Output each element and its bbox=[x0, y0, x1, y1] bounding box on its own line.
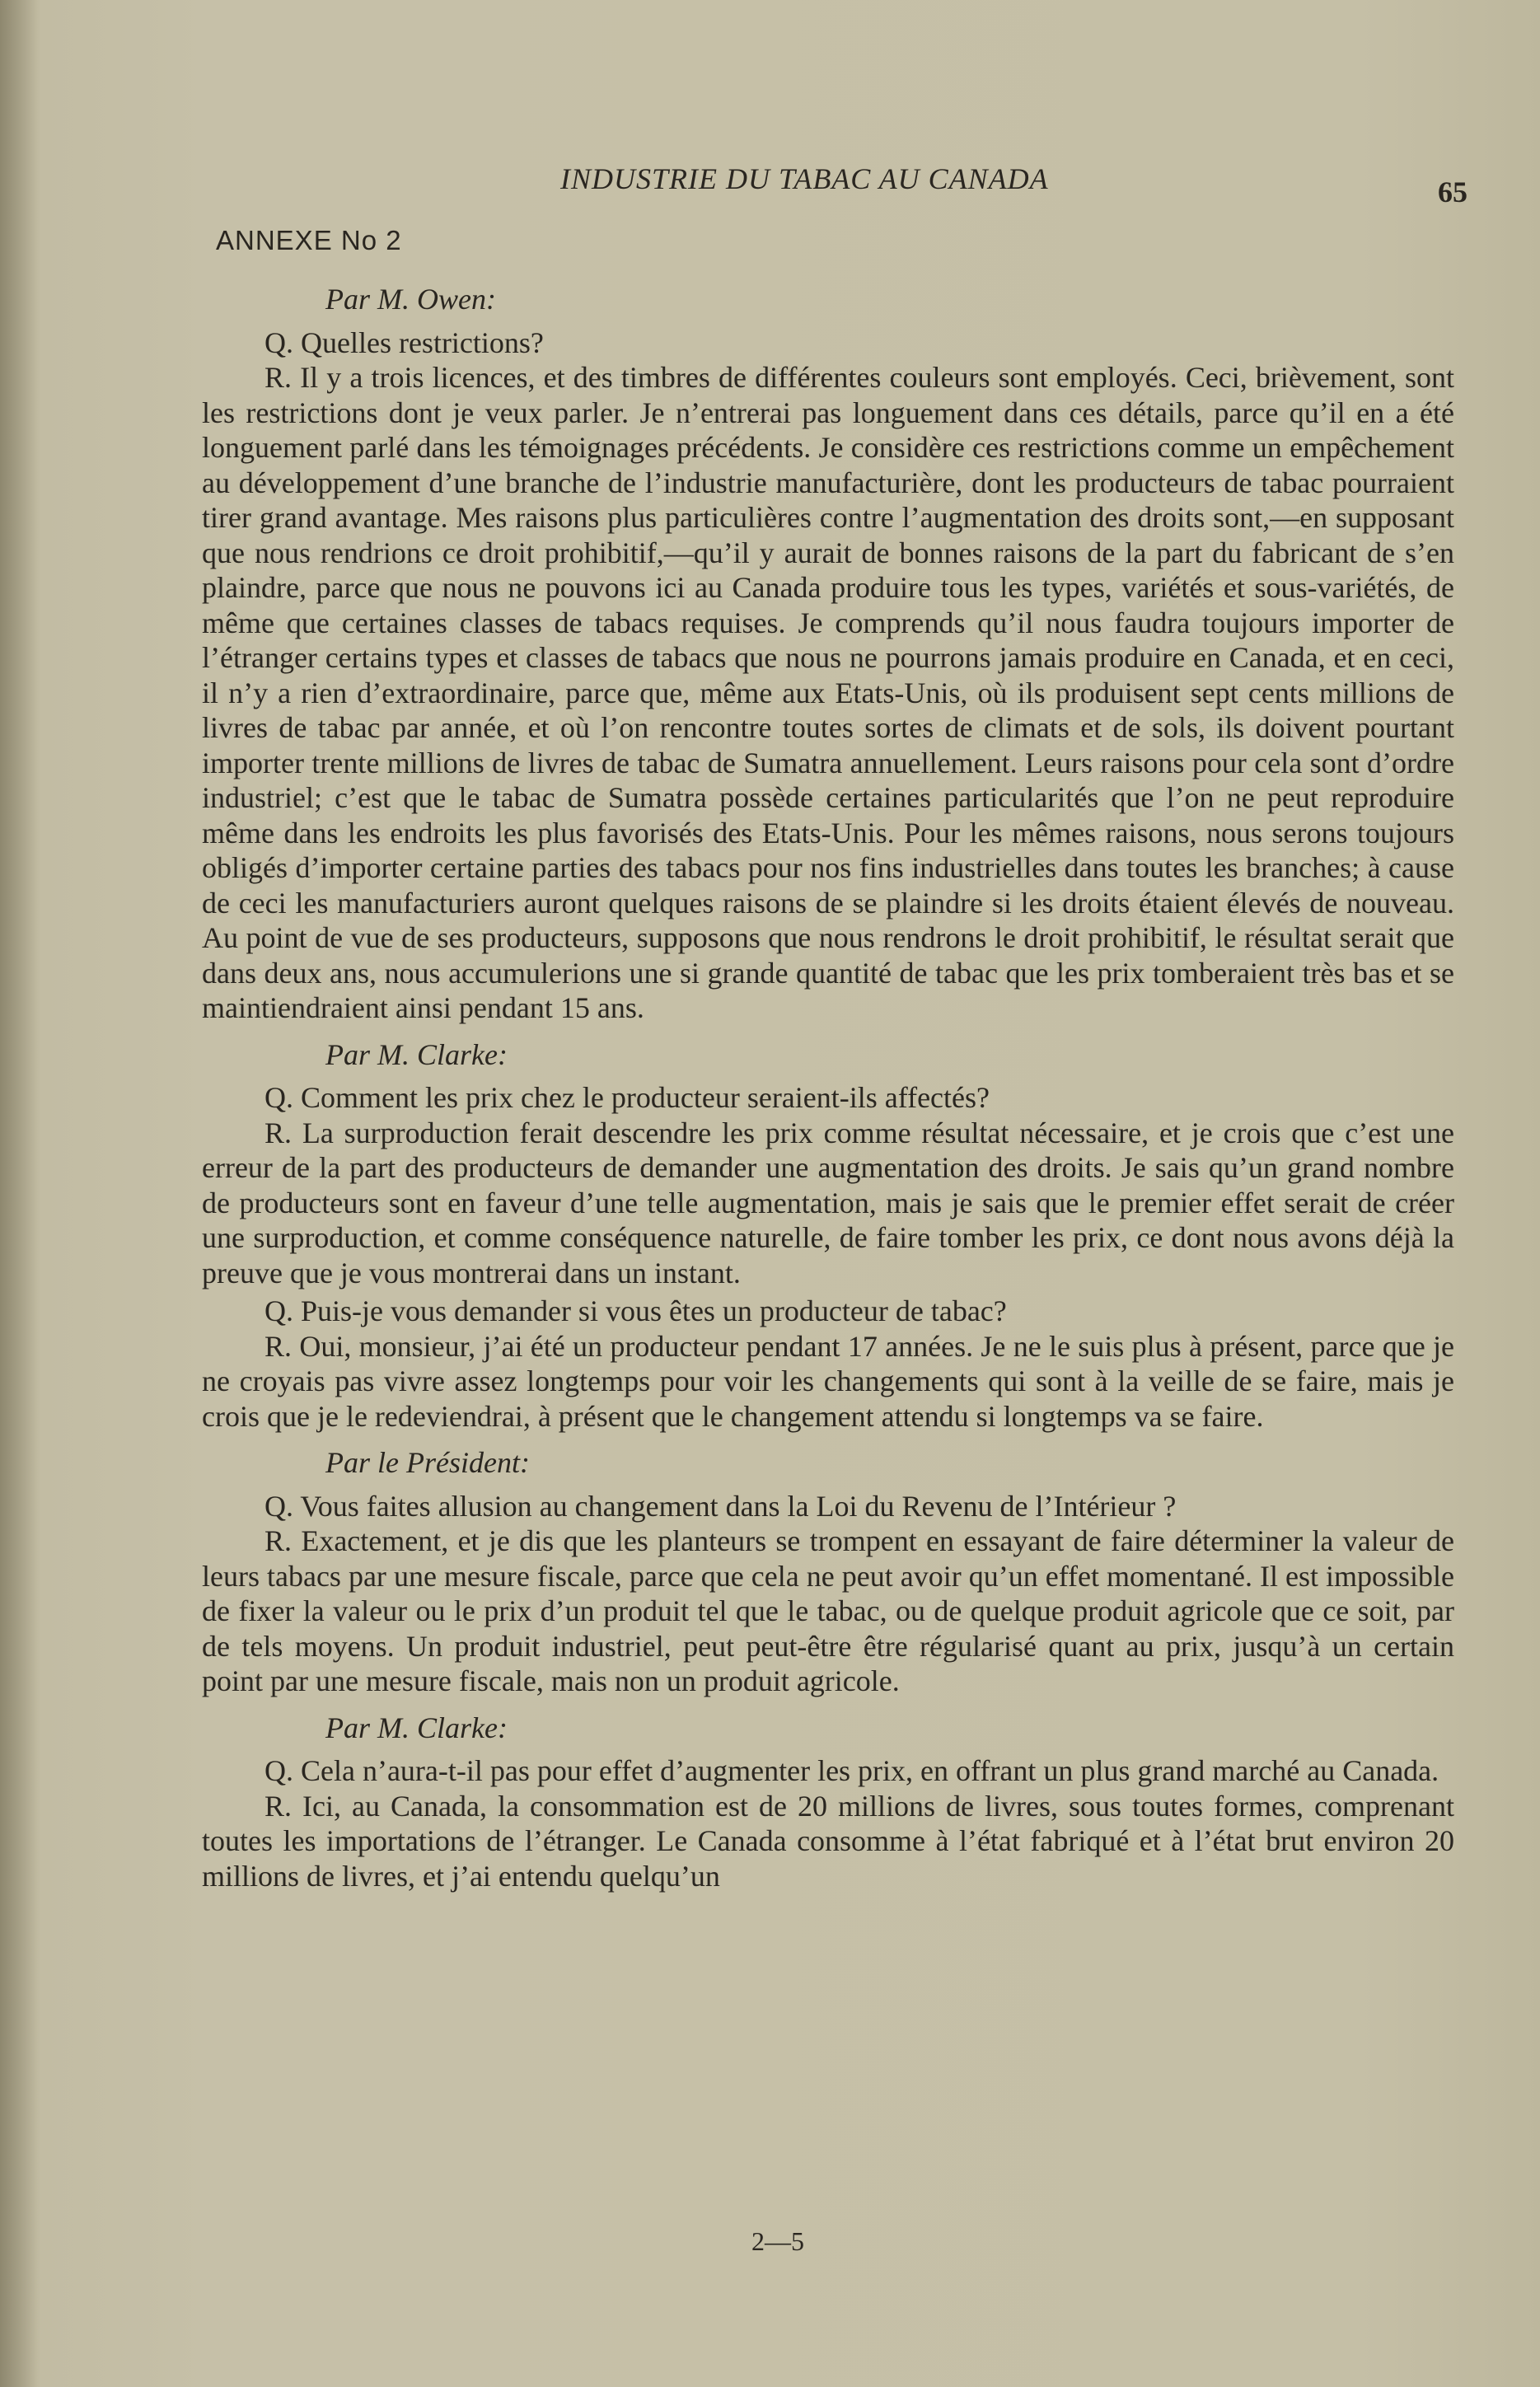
speaker-heading: Par M. Clarke: bbox=[325, 1711, 508, 1744]
annex-stamp: ANNEXE No 2 bbox=[216, 225, 402, 255]
answer-paragraph: R. Il y a trois licences, et des timbres de différentes couleurs sont employés. Ceci, brièvement, sont les restrictions dont je veux parler. Je n’entrerai pas longuement dans ces détails, parce qu’il en a été longuement parlé dans les témoignages précédents. Je considère ces restrictions comme un empêchement au développement d’une branche de l’industrie manufacturière, dont les producteurs de tabac pourraient tirer grand avantage. Mes raisons plus particulières contre l’augmentation des droits sont,—en supposant que nous rendrions ce droit prohibitif,—qu’il y aurait de bonnes raisons de la part du fabricant de s’en plaindre, parce que nous ne pouvons ici au Canada produire tous les types, variétés et sous-variétés, de même que certaines classes de tabacs requises. Je comprends qu’il nous faudra toujours importer de l’étranger certains types et classes de tabacs que nous ne pourrons jamais produire en Canada, et en ceci, il n’y a rien d’extraordinaire, parce que, même aux Etats-Unis, où ils produisent sept cents millions de livres de tabac par année, et où l’on rencontre toutes sortes de climats et de sols, ils doivent pourtant importer trente millions de livres de tabac de Sumatra annuellement. Leurs raisons pour cela sont d’ordre industriel; c’est que le tabac de Sumatra possède certaines particularités que l’on ne peut reproduire même dans les endroits les plus favorisés des Etats-Unis. Pour les mêmes raisons, nous serons toujours obligés d’importer certaine parties des tabacs pour nos fins industrielles dans toutes les branches; à cause de ceci les manufacturiers auront quelques raisons de se plaindre si les droits étaient élevés de nouveau. Au point de vue de ses producteurs, supposons que nous rendrons le droit prohibitif, le résultat serait que dans deux ans, nous accumulerions une si grande quantité de tabac que les prix tomberaient très bas et se maintiendraient ainsi pendant 15 ans. bbox=[202, 361, 1454, 1024]
body-text bbox=[202, 277, 1454, 1893]
answer-paragraph: R. Ici, au Canada, la consommation est de 20 millions de livres, sous toutes formes, comprenant toutes les importations de l’étranger. Le Canada consomme à l’état fabriqué et à l’état brut environ 20 millions de livres, et j’ai entendu quelqu’un bbox=[202, 1789, 1454, 1893]
section-clarke-1 bbox=[202, 1037, 1454, 1435]
answer-paragraph: R. Oui, monsieur, j’ai été un producteur pendant 17 années. Je ne le suis plus à présent, parce que je ne croyais pas vivre assez longtemps pour voir les changements qui sont à la veille de se faire, mais je crois que je le redeviendrai, à présent que le changement attendu si longtemps va se faire. bbox=[202, 1329, 1454, 1433]
question-paragraph: Q. Vous faites allusion au changement dans la Loi du Revenu de l’Intérieur ? bbox=[264, 1489, 1177, 1523]
question-paragraph: Q. Quelles restrictions? bbox=[264, 325, 544, 359]
section-clarke-2 bbox=[202, 1711, 1454, 1894]
answer-paragraph: R. La surproduction ferait descendre les prix comme résultat nécessaire, et je crois que c’est une erreur de la part des producteurs de demander une augmentation des droits. Je sais qu’un grand nombre de producteurs sont en faveur d’une telle augmentation, mais je sais que le premier effet serait de créer une surproduction, et comme conséquence naturelle, de faire tomber les prix, ce dont nous avons déjà la preuve que je vous montrerai dans un instant. bbox=[202, 1116, 1454, 1289]
section-president bbox=[202, 1445, 1454, 1699]
speaker-heading: Par M. Clarke: bbox=[325, 1037, 508, 1071]
section-owen bbox=[202, 282, 1454, 1026]
question-paragraph: Q. Cela n’aura-t-il pas pour effet d’augmenter les prix, en offrant un plus grand marché au Canada. bbox=[264, 1754, 1439, 1787]
question-paragraph: Q. Puis-je vous demander si vous êtes un producteur de tabac? bbox=[264, 1294, 1007, 1327]
page-number: 65 bbox=[1438, 176, 1467, 208]
running-title: INDUSTRIE DU TABAC AU CANADA bbox=[560, 162, 1049, 195]
binding-shadow bbox=[0, 0, 38, 2387]
speaker-heading: Par M. Owen: bbox=[325, 283, 496, 316]
signature-mark: 2—5 bbox=[751, 2226, 804, 2256]
speaker-heading: Par le Président: bbox=[325, 1446, 530, 1479]
answer-paragraph: R. Exactement, et je dis que les planteurs se trompent en essayant de faire déterminer la valeur de leurs tabacs par une mesure fiscale, parce que cela ne peut avoir qu’un effet momentané. Il est impossible de fixer la valeur ou le prix d’un produit tel que le tabac, ou de quelque produit agricole que ce soit, par de tels moyens. Un produit industriel, peut peut-être être régularisé quant au prix, jusqu’à un certain point par une mesure fiscale, mais non un produit agricole. bbox=[202, 1524, 1454, 1697]
question-paragraph: Q. Comment les prix chez le producteur seraient-ils affectés? bbox=[264, 1081, 990, 1114]
